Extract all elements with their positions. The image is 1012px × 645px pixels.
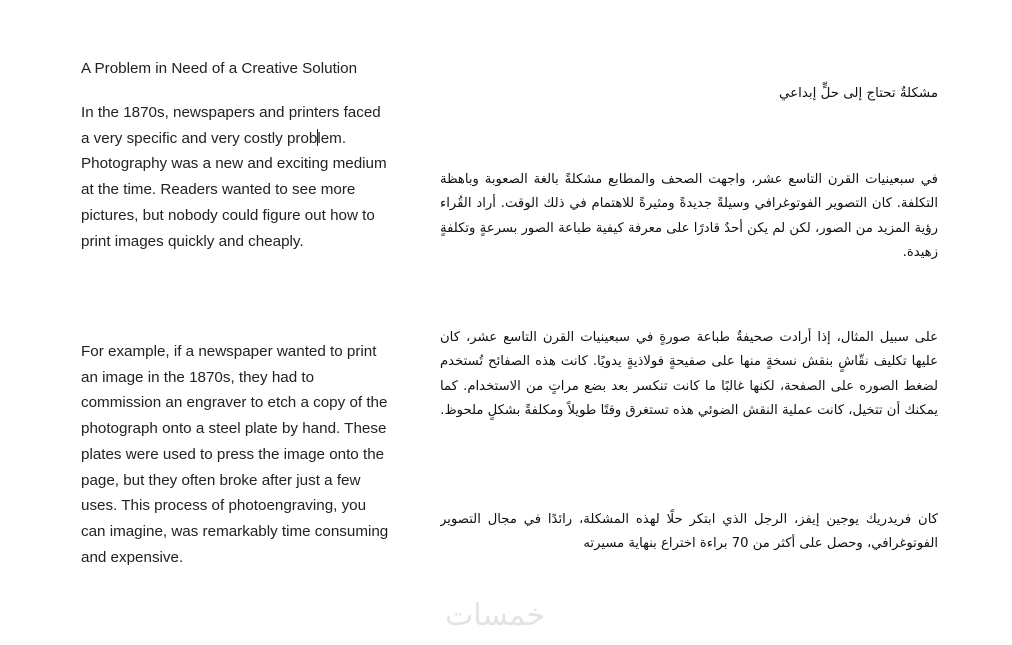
english-paragraph-1[interactable]	[81, 100, 393, 254]
arabic-paragraph-2[interactable]: على سبيل المثال، إذا أرادت صحيفةٌ طباعة صورةٍ في سبعينيات القرن التاسع عشر، كان عليها تكليف نقّاشٍ بنقش نسخةٍ منها على صفيحةٍ فولاذيةٍ يدويًا. كانت هذه الصفائح تُستخدم لضغط الصوره على الصفحة، لكنها غالبًا ما كانت تنكسر بعد بضع مراتٍ من الاستخدام. كما يمكنك أن تتخيل، كانت عملية النقش الضوئي هذه تستغرق وقتًا طويلاً ومكلفةً بشكلٍ ملحوظ.	[440, 330, 938, 419]
arabic-title: مشكلةٌ تحتاج إلى حلٍّ إبداعي	[778, 86, 938, 101]
arabic-paragraph-3[interactable]: كان فريدريك يوجين إيفز، الرجل الذي ابتكر حلًا لهذه المشكلة، رائدًا في مجال التصوير الفوتوغرافي، وحصل على أكثر من 70 براءة اختراع بنهاية مسيرته	[440, 512, 938, 552]
arabic-paragraph-3-container	[440, 508, 938, 554]
arabic-paragraph-1[interactable]: في سبعينيات القرن التاسع عشر، واجهت الصحف والمطابع مشكلةً بالغة الصعوبة وباهظة التكلفة. كان التصوير الفوتوغرافي وسيلةً جديدةً ومثيرةً للاهتمام في ذلك الوقت. أراد القُراء رؤية المزيد من الصور، لكن لم يكن أحدٌ قادرًا على معرفة كيفية طباعة الصور بسرعةٍ وتكلفةٍ زهيدة.	[440, 172, 938, 261]
english-paragraph-2[interactable]: For example, if a newspaper wanted to print an image in the 1870s, they had to commission an engraver to etch a copy of the photograph onto a steel plate by hand. These plates were used to press the image onto the page, but they often broke after just a few uses. This process of photoengraving, you can imagine, was remarkably time consuming and expensive.	[81, 343, 389, 566]
english-title: A Problem in Need of a Creative Solution	[81, 60, 358, 77]
watermark-logo: خمسات	[445, 598, 546, 633]
text-run: In the 1870s, newspapers and printers faced a very specific and very costly prob	[81, 104, 381, 147]
text-run: lem. Photography was a new and exciting medium at the time. Readers wanted to see more pictures, but nobody could figure out how to print images quickly and cheaply.	[81, 129, 387, 250]
